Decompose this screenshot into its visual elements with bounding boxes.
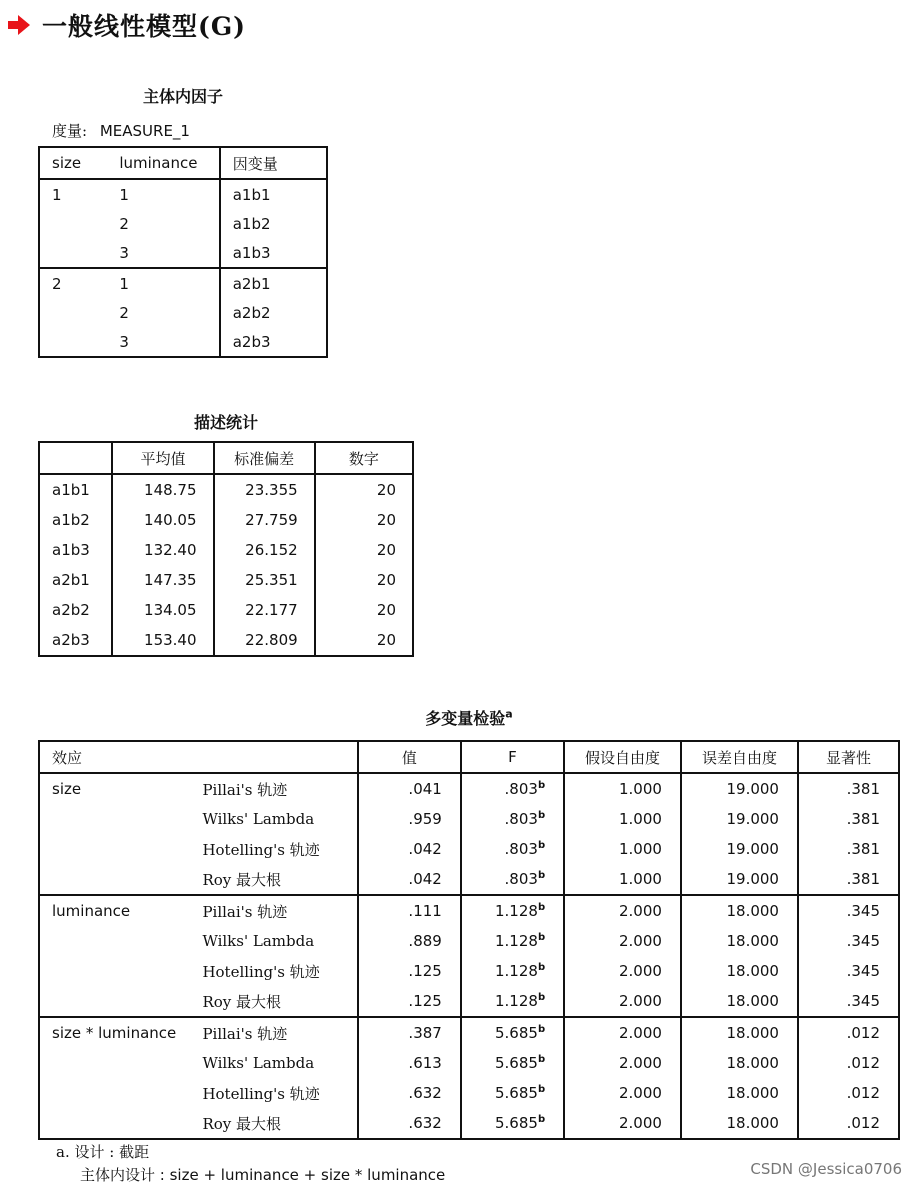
table-cell: 134.05 bbox=[112, 595, 213, 625]
effect-label bbox=[39, 1078, 202, 1108]
table-cell: 27.759 bbox=[214, 505, 315, 535]
table-cell: 3 bbox=[119, 332, 129, 351]
table-cell bbox=[39, 209, 119, 238]
effect-label bbox=[39, 1048, 202, 1078]
table-row bbox=[39, 268, 327, 298]
row-label: a1b2 bbox=[52, 511, 90, 529]
table-cell: 18.000 bbox=[681, 1017, 798, 1048]
table-cell: .959 bbox=[358, 804, 461, 834]
table-cell: 1.000 bbox=[564, 834, 681, 864]
descriptives-table bbox=[38, 441, 414, 657]
test-label: Pillai's 轨迹 bbox=[202, 902, 288, 921]
table-row bbox=[39, 926, 899, 956]
table-cell: 19.000 bbox=[681, 864, 798, 895]
effect-label bbox=[39, 926, 202, 956]
multivariate-caption bbox=[38, 706, 900, 729]
effect-label bbox=[39, 1108, 202, 1139]
f-value: .803 bbox=[504, 810, 538, 828]
table-cell: 1.000 bbox=[564, 804, 681, 834]
table-cell: 2.000 bbox=[564, 1108, 681, 1139]
table-cell: .381 bbox=[798, 773, 899, 804]
f-value: 5.685 bbox=[494, 1084, 538, 1102]
f-value: 1.128 bbox=[494, 902, 538, 920]
multivariate-table bbox=[38, 740, 900, 1140]
row-label: a2b1 bbox=[52, 571, 90, 589]
effect-label bbox=[39, 834, 202, 864]
table-cell: a1b2 bbox=[220, 209, 327, 238]
test-label: Wilks' Lambda bbox=[202, 932, 315, 950]
table-row bbox=[39, 834, 899, 864]
table-cell: 20 bbox=[315, 565, 413, 595]
f-value: 5.685 bbox=[494, 1114, 538, 1132]
column-header: luminance bbox=[119, 147, 219, 179]
table-cell: 22.809 bbox=[214, 625, 315, 656]
column-header: size bbox=[39, 147, 119, 179]
table-cell: 19.000 bbox=[681, 804, 798, 834]
table-cell: .111 bbox=[358, 895, 461, 926]
table-row bbox=[39, 535, 413, 565]
table-cell: .381 bbox=[798, 804, 899, 834]
table-cell bbox=[461, 1078, 564, 1108]
row-label: a2b3 bbox=[52, 631, 90, 649]
table-cell: 2.000 bbox=[564, 895, 681, 926]
footnote-mark: b bbox=[537, 1084, 546, 1095]
column-header: 误差自由度 bbox=[681, 741, 798, 773]
table-cell: a2b1 bbox=[220, 268, 327, 298]
table-cell: .012 bbox=[798, 1017, 899, 1048]
footnote-mark: b bbox=[537, 1024, 546, 1035]
measure-label: 度量: bbox=[52, 122, 88, 140]
table-cell: .613 bbox=[358, 1048, 461, 1078]
table-cell bbox=[461, 1017, 564, 1048]
effect-label: luminance bbox=[52, 902, 131, 920]
table-cell: a1b1 bbox=[220, 179, 327, 209]
column-header: 假设自由度 bbox=[564, 741, 681, 773]
f-value: .803 bbox=[504, 840, 538, 858]
table-cell: 140.05 bbox=[112, 505, 213, 535]
test-label: Roy 最大根 bbox=[202, 1114, 282, 1133]
table-cell: 148.75 bbox=[112, 474, 213, 505]
footnote-mark: b bbox=[537, 902, 546, 913]
table-row bbox=[39, 864, 899, 895]
table-cell: 2.000 bbox=[564, 926, 681, 956]
test-label: Roy 最大根 bbox=[202, 864, 357, 895]
table-cell: 18.000 bbox=[681, 1108, 798, 1139]
table-row bbox=[39, 595, 413, 625]
table-row bbox=[39, 895, 899, 926]
footnote-a-text: a. 设计 : 截距 bbox=[56, 1143, 150, 1161]
effect-label: size * luminance bbox=[52, 1024, 177, 1042]
table-cell bbox=[461, 1108, 564, 1139]
table-cell: .889 bbox=[358, 926, 461, 956]
row-label: a1b1 bbox=[52, 481, 90, 499]
table-cell: 20 bbox=[315, 595, 413, 625]
footnote-mark: b bbox=[537, 1114, 546, 1125]
table-cell bbox=[461, 773, 564, 804]
table-cell bbox=[461, 834, 564, 864]
footnote-mark: b bbox=[537, 840, 546, 851]
table-cell: 18.000 bbox=[681, 1048, 798, 1078]
table-row bbox=[39, 1078, 899, 1108]
table-cell: 18.000 bbox=[681, 895, 798, 926]
footnote-mark: b bbox=[537, 1054, 546, 1065]
table-row bbox=[39, 238, 327, 268]
table-row bbox=[39, 773, 899, 804]
table-cell: 2 bbox=[52, 274, 62, 293]
table-cell: .345 bbox=[798, 956, 899, 986]
table-cell: .345 bbox=[798, 986, 899, 1017]
table-row bbox=[39, 1108, 899, 1139]
table-row bbox=[39, 1048, 899, 1078]
table-cell: .125 bbox=[358, 956, 461, 986]
effect-label bbox=[39, 804, 202, 834]
table-row bbox=[39, 505, 413, 535]
footnote-b-text: 主体内设计 : size + luminance + size * luminance bbox=[80, 1166, 446, 1184]
section-heading bbox=[8, 8, 246, 42]
table-cell: a1b3 bbox=[220, 238, 327, 268]
table-cell: 20 bbox=[315, 505, 413, 535]
table-cell: .041 bbox=[358, 773, 461, 804]
f-value: 5.685 bbox=[494, 1024, 538, 1042]
table-cell: 19.000 bbox=[681, 773, 798, 804]
effect-label: size bbox=[52, 780, 82, 798]
f-value: .803 bbox=[504, 870, 538, 888]
table-row bbox=[39, 625, 413, 656]
table-cell: 2.000 bbox=[564, 986, 681, 1017]
table-cell: 26.152 bbox=[214, 535, 315, 565]
table-cell: 132.40 bbox=[112, 535, 213, 565]
table-cell: 1 bbox=[119, 274, 129, 293]
test-label: Hotelling's 轨迹 bbox=[202, 962, 320, 981]
table-cell: .125 bbox=[358, 986, 461, 1017]
footnote-b bbox=[80, 1164, 445, 1185]
table-cell: 2.000 bbox=[564, 956, 681, 986]
table-cell bbox=[461, 956, 564, 986]
table-cell: .012 bbox=[798, 1078, 899, 1108]
table-cell: .632 bbox=[358, 1078, 461, 1108]
table-row bbox=[39, 804, 899, 834]
f-value: 5.685 bbox=[494, 1054, 538, 1072]
table-cell bbox=[461, 895, 564, 926]
caption-footnote-mark: a bbox=[505, 707, 513, 721]
table-cell: 18.000 bbox=[681, 1078, 798, 1108]
table-cell: 20 bbox=[315, 474, 413, 505]
table-cell: 19.000 bbox=[681, 834, 798, 864]
footnote-mark: b bbox=[537, 962, 546, 973]
table-cell: .012 bbox=[798, 1108, 899, 1139]
footnote-a bbox=[56, 1141, 149, 1162]
table-cell: 23.355 bbox=[214, 474, 315, 505]
column-header: F bbox=[461, 741, 564, 773]
measure-value: MEASURE_1 bbox=[99, 122, 190, 140]
table-cell: 2.000 bbox=[564, 1017, 681, 1048]
f-value: 1.128 bbox=[494, 992, 538, 1010]
table-cell: 18.000 bbox=[681, 986, 798, 1017]
column-header: 因变量 bbox=[220, 147, 327, 179]
f-value: .803 bbox=[504, 780, 538, 798]
arrow-right-icon bbox=[8, 15, 30, 35]
column-header: 数字 bbox=[315, 442, 413, 474]
table-cell: .381 bbox=[798, 864, 899, 895]
test-label: Pillai's 轨迹 bbox=[202, 780, 288, 799]
table-cell bbox=[461, 1048, 564, 1078]
footnote-mark: b bbox=[537, 932, 546, 943]
page-title: 一般线性模型(G) bbox=[42, 12, 247, 41]
table-cell bbox=[39, 298, 119, 327]
table-cell: 2 bbox=[119, 214, 129, 233]
effect-label bbox=[39, 864, 202, 895]
column-header: 显著性 bbox=[798, 741, 899, 773]
table-cell: .345 bbox=[798, 926, 899, 956]
table-cell bbox=[461, 986, 564, 1017]
f-value: 1.128 bbox=[494, 962, 538, 980]
column-header: 效应 bbox=[39, 741, 358, 773]
table-cell: 22.177 bbox=[214, 595, 315, 625]
table-cell: 1.000 bbox=[564, 864, 681, 895]
table-row bbox=[39, 179, 327, 209]
effect-label bbox=[39, 956, 202, 986]
test-label: Hotelling's 轨迹 bbox=[202, 840, 320, 859]
table-cell: 18.000 bbox=[681, 956, 798, 986]
effect-label bbox=[39, 986, 202, 1017]
column-header: 标准偏差 bbox=[214, 442, 315, 474]
table-row bbox=[39, 209, 327, 238]
table-cell: 2 bbox=[119, 303, 129, 322]
table-cell: 3 bbox=[119, 238, 219, 268]
table-row bbox=[39, 986, 899, 1017]
test-label: Hotelling's 轨迹 bbox=[202, 1084, 320, 1103]
watermark: CSDN @Jessica0706 bbox=[750, 1160, 902, 1178]
test-label: Pillai's 轨迹 bbox=[202, 1024, 288, 1043]
row-label: a2b2 bbox=[52, 601, 90, 619]
table-row bbox=[39, 327, 327, 357]
table-cell: .042 bbox=[358, 864, 461, 895]
table-cell: 2.000 bbox=[564, 1048, 681, 1078]
table-cell: 1.000 bbox=[564, 773, 681, 804]
table-cell: 2.000 bbox=[564, 1078, 681, 1108]
test-label: Wilks' Lambda bbox=[202, 810, 315, 828]
table-cell: a2b2 bbox=[220, 298, 327, 327]
footnote-mark: b bbox=[537, 780, 546, 791]
within-factors-caption: 主体内因子 bbox=[142, 87, 223, 106]
table-cell: 1 bbox=[52, 185, 62, 204]
table-row bbox=[39, 565, 413, 595]
test-label: Roy 最大根 bbox=[202, 986, 357, 1017]
column-header: 值 bbox=[358, 741, 461, 773]
table-row bbox=[39, 298, 327, 327]
table-cell: .387 bbox=[358, 1017, 461, 1048]
table-row bbox=[39, 956, 899, 986]
row-label: a1b3 bbox=[52, 541, 90, 559]
f-value: 1.128 bbox=[494, 932, 538, 950]
table-row bbox=[39, 1017, 899, 1048]
table-cell bbox=[461, 864, 564, 895]
table-cell bbox=[461, 804, 564, 834]
table-cell: 20 bbox=[315, 535, 413, 565]
table-cell: .381 bbox=[798, 834, 899, 864]
multivariate-caption-text: 多变量检验 bbox=[425, 709, 506, 728]
footnote-mark: b bbox=[537, 810, 546, 821]
footnote-mark: b bbox=[537, 870, 546, 881]
column-header: 平均值 bbox=[112, 442, 213, 474]
table-cell: a2b3 bbox=[220, 327, 327, 357]
table-cell bbox=[39, 327, 119, 357]
table-cell: 25.351 bbox=[214, 565, 315, 595]
table-cell: 18.000 bbox=[681, 926, 798, 956]
table-cell: .345 bbox=[798, 895, 899, 926]
table-cell: 153.40 bbox=[112, 625, 213, 656]
column-header bbox=[39, 442, 112, 474]
table-cell: .042 bbox=[358, 834, 461, 864]
table-cell: .632 bbox=[358, 1108, 461, 1139]
table-cell: 1 bbox=[119, 185, 129, 204]
table-cell: 20 bbox=[315, 625, 413, 656]
table-row bbox=[39, 474, 413, 505]
test-label: Wilks' Lambda bbox=[202, 1054, 315, 1072]
footnote-mark: b bbox=[537, 992, 546, 1003]
descriptives-caption: 描述统计 bbox=[193, 413, 258, 432]
table-cell bbox=[461, 926, 564, 956]
measure-line bbox=[52, 120, 190, 141]
within-factors-table bbox=[38, 146, 328, 358]
table-cell bbox=[39, 238, 119, 268]
table-cell: 147.35 bbox=[112, 565, 213, 595]
table-cell: .012 bbox=[798, 1048, 899, 1078]
